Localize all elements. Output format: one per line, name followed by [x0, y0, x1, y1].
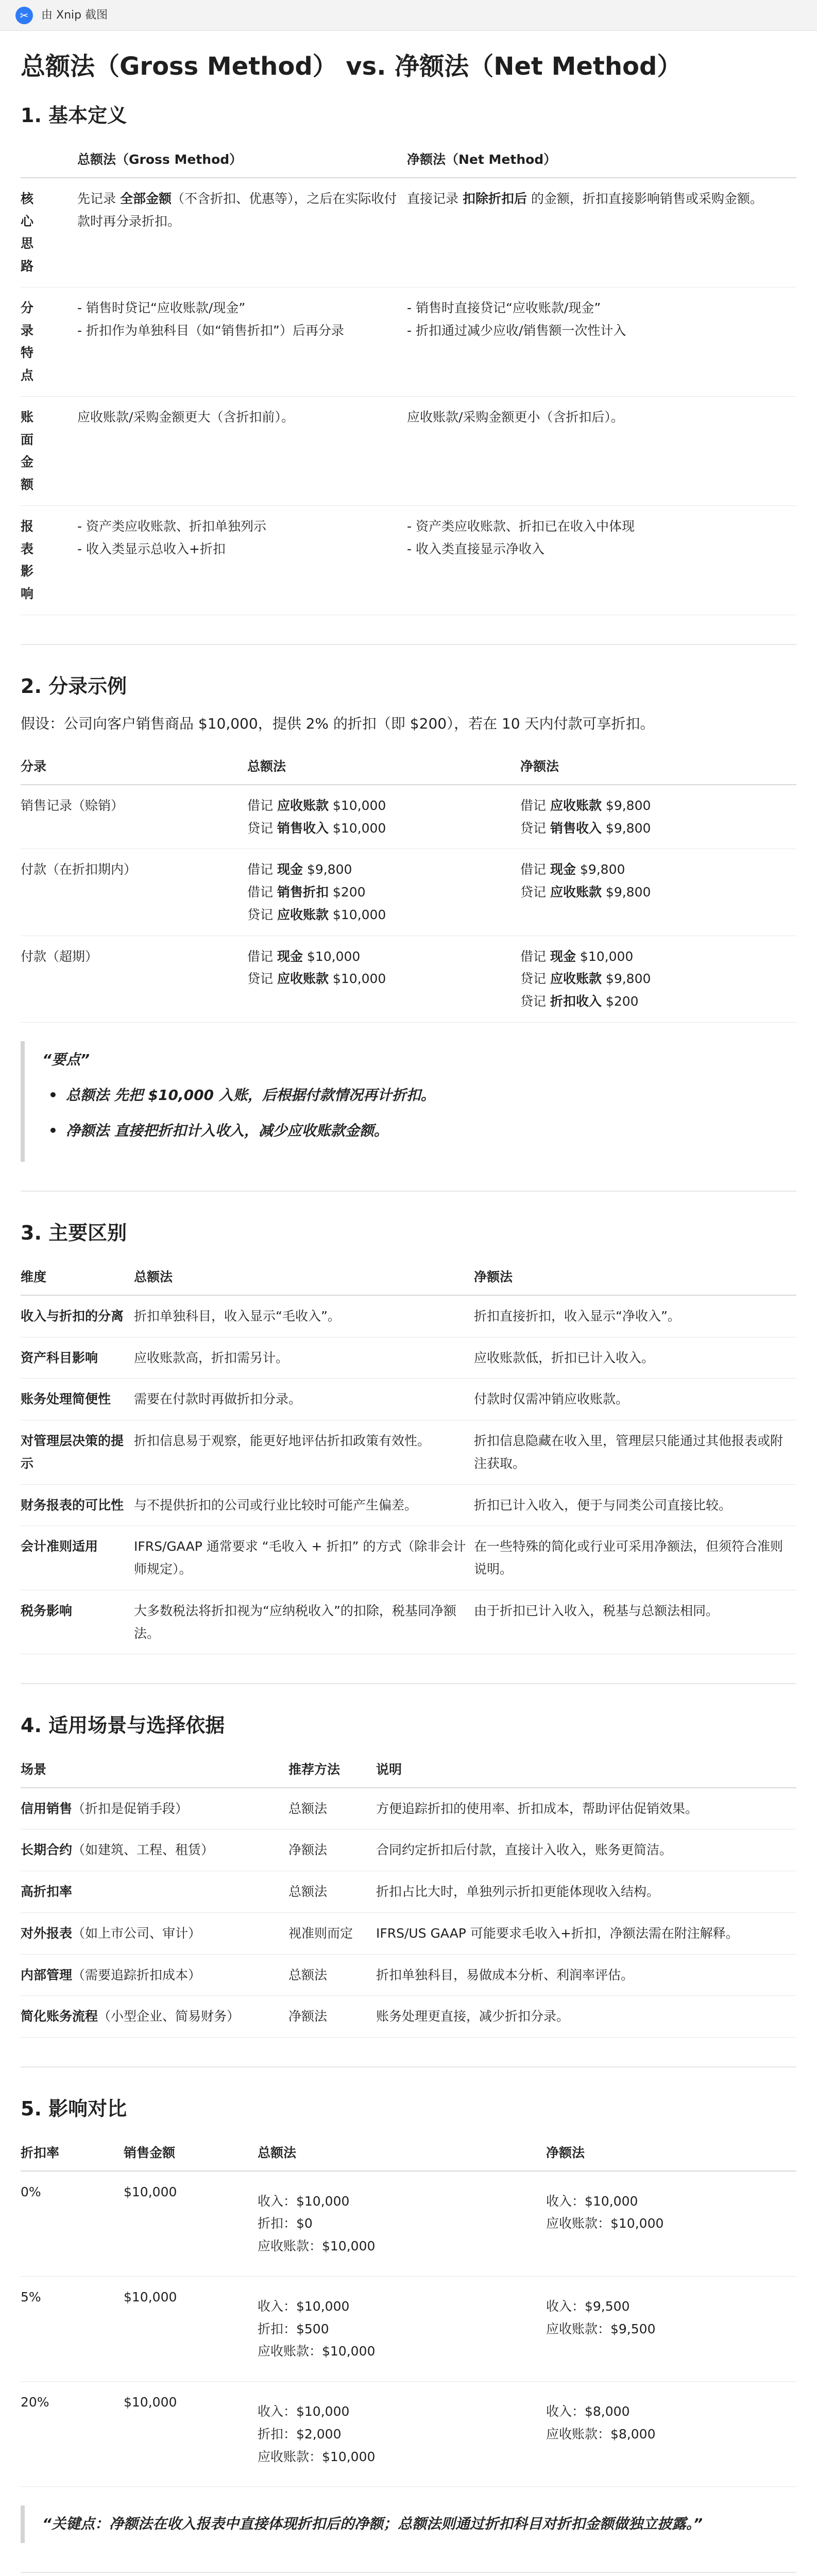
table-row — [21, 936, 796, 1022]
entry-line — [520, 968, 789, 990]
entry-line — [247, 817, 513, 840]
gross-cell — [52, 505, 407, 615]
entry-text: 应收账款 — [277, 798, 329, 813]
differences-table — [21, 1260, 796, 1655]
row-label: 账务处理简便性 — [21, 1379, 134, 1420]
entry-text: $9,800 — [601, 885, 651, 900]
scene-name: 对外报表 — [21, 1925, 73, 1941]
scene-cell — [21, 1788, 288, 1829]
net-cell — [407, 505, 796, 615]
key-point-quote — [21, 2505, 796, 2543]
entry-text: 销售收入 — [277, 820, 329, 836]
document — [0, 31, 817, 2576]
col-header: 分录 — [21, 749, 247, 785]
divider — [21, 2572, 796, 2573]
cell-line: - 收入类显示总收入+折扣 — [77, 541, 226, 556]
col-header: 净额法（Net Method） — [407, 142, 796, 178]
desc-cell: 合同约定折扣后付款，直接计入收入，账务更简洁。 — [376, 1829, 796, 1871]
entry-text: 应收账款 — [550, 885, 602, 900]
scene-name: 信用销售 — [21, 1801, 73, 1816]
gross-cell — [258, 2171, 546, 2277]
section-title: 5. 影响对比 — [21, 2097, 127, 2121]
gross-cell: 大多数税法将折扣视为“应纳税收入”的扣除，税基同净额法。 — [134, 1590, 474, 1654]
cell-text: 先记录 — [77, 191, 120, 206]
scene-sub: （折扣是促销手段） — [72, 1801, 189, 1816]
net-cell: 折扣信息隐藏在收入里，管理层只能通过其他报表或附注获取。 — [474, 1420, 796, 1485]
entry-text: $10,000 — [328, 798, 386, 813]
key-points-quote — [21, 1041, 796, 1162]
impact-line: 收入：$10,000 — [258, 2298, 350, 2314]
table-row — [21, 178, 796, 287]
impact-line: 应收账款：$10,000 — [258, 2449, 376, 2464]
row-label: 税务影响 — [21, 1590, 134, 1654]
col-header: 折扣率 — [21, 2136, 124, 2171]
entry-text: 借记 — [247, 798, 277, 813]
entry-text: 现金 — [277, 948, 303, 964]
gross-cell: 应收账款高，折扣需另计。 — [134, 1337, 474, 1379]
cell-line: - 折扣通过减少应收/销售额一次性计入 — [407, 323, 626, 338]
entry-text: 应收账款 — [550, 971, 602, 987]
table-row — [21, 287, 796, 396]
method-cell: 总额法 — [288, 1788, 376, 1829]
gross-cell: 与不提供折扣的公司或行业比较时可能产生偏差。 — [134, 1484, 474, 1526]
impact-line: 应收账款：$8,000 — [546, 2426, 656, 2442]
section-entries — [21, 674, 796, 1162]
entry-text: $10,000 — [302, 948, 361, 964]
table-row — [21, 785, 796, 849]
entry-text: 折扣收入 — [550, 994, 602, 1009]
table-row — [21, 849, 796, 936]
divider — [21, 644, 796, 645]
entry-text: $10,000 — [575, 948, 634, 964]
gross-cell: 折扣单独科目，收入显示“毛收入”。 — [134, 1295, 474, 1337]
entry-text: 贷记 — [520, 994, 550, 1009]
col-header: 总额法 — [134, 1260, 474, 1295]
entry-line — [247, 794, 513, 817]
scene-cell — [21, 1871, 288, 1913]
table-row — [21, 1295, 796, 1337]
net-cell — [546, 2382, 796, 2487]
entry-text: 借记 — [520, 948, 550, 964]
row-label: 销售记录（赊销） — [21, 785, 247, 849]
table-row — [21, 2276, 796, 2381]
impact-line: 应收账款：$10,000 — [258, 2239, 376, 2254]
impact-line: 应收账款：$10,000 — [258, 2344, 376, 2359]
gross-cell — [52, 178, 407, 287]
desc-cell: 折扣占比大时，单独列示折扣更能体现收入结构。 — [376, 1871, 796, 1913]
table-row — [21, 1420, 796, 1485]
impact-line: 折扣：$500 — [258, 2321, 329, 2336]
net-cell: 折扣直接折扣，收入显示“净收入”。 — [474, 1295, 796, 1337]
scene-sub: （小型企业、简易财务） — [98, 2009, 240, 2024]
entry-line — [520, 881, 789, 904]
scene-cell — [21, 1912, 288, 1954]
scene-sub: （如建筑、工程、租赁） — [72, 1842, 214, 1858]
section-title: 4. 适用场景与选择依据 — [21, 1714, 225, 1737]
entry-text: 应收账款 — [277, 971, 329, 987]
row-label: 分录特点 — [21, 287, 52, 396]
row-label: 付款（在折扣期内） — [21, 849, 247, 936]
col-header: 净额法 — [474, 1260, 796, 1295]
net-cell — [407, 287, 796, 396]
col-header: 推荐方法 — [288, 1752, 376, 1788]
net-cell: 由于折扣已计入收入，税基与总额法相同。 — [474, 1590, 796, 1654]
definitions-table — [21, 142, 796, 615]
cell-line: 应收账款/采购金额更大（含折扣前）。 — [77, 409, 294, 425]
amount-cell: $10,000 — [124, 2171, 258, 2277]
entry-text: 现金 — [550, 948, 576, 964]
col-header: 总额法 — [258, 2136, 546, 2171]
gross-cell: 折扣信息易于观察，能更好地评估折扣政策有效性。 — [134, 1420, 474, 1485]
entry-text: $10,000 — [328, 907, 386, 922]
amount-cell: $10,000 — [124, 2276, 258, 2381]
cell-text: 扣除折扣后 — [462, 191, 527, 206]
entry-text: 现金 — [277, 862, 303, 877]
table-row — [21, 1337, 796, 1379]
section-title: 3. 主要区别 — [21, 1222, 127, 1245]
rate-cell: 0% — [21, 2171, 124, 2277]
cell-line: - 收入类直接显示净收入 — [407, 541, 544, 556]
table-row — [21, 1526, 796, 1590]
table-row — [21, 2382, 796, 2487]
row-label: 付款（超期） — [21, 936, 247, 1022]
impact-line: 折扣：$2,000 — [258, 2426, 342, 2442]
entry-text: 贷记 — [247, 971, 277, 987]
divider — [21, 1191, 796, 1192]
cell-line: - 折扣作为单独科目（如“销售折扣”）后再分录 — [77, 323, 344, 338]
col-header: 总额法（Gross Method） — [52, 142, 407, 178]
table-row — [21, 1829, 796, 1871]
net-cell: 付款时仅需冲销应收账款。 — [474, 1379, 796, 1420]
cell-line: - 资产类应收账款、折扣单独列示 — [77, 518, 266, 534]
table-row — [21, 1871, 796, 1913]
impact-line: 收入：$10,000 — [258, 2193, 350, 2209]
gross-cell: IFRS/GAAP 通常要求 “毛收入 + 折扣” 的方式（除非会计师规定）。 — [134, 1526, 474, 1590]
entry-text: 借记 — [520, 862, 550, 877]
method-cell: 总额法 — [288, 1871, 376, 1913]
divider — [21, 1683, 796, 1684]
scenarios-table — [21, 1752, 796, 2038]
col-header: 场景 — [21, 1752, 288, 1788]
entry-line — [247, 945, 513, 968]
row-label: 对管理层决策的提示 — [21, 1420, 134, 1485]
col-header: 净额法 — [520, 749, 796, 785]
table-row — [21, 1788, 796, 1829]
row-label: 账面金额 — [21, 396, 52, 505]
section-impact — [21, 2096, 796, 2543]
impact-line: 收入：$8,000 — [546, 2404, 630, 2419]
cell-text: 直接记录 — [407, 191, 463, 206]
gross-cell — [258, 2276, 546, 2381]
entries-table — [21, 749, 796, 1023]
table-row — [21, 2171, 796, 2277]
col-header — [21, 142, 52, 178]
impact-line: 收入：$10,000 — [546, 2193, 638, 2209]
table-row — [21, 1590, 796, 1654]
net-cell — [520, 936, 796, 1022]
entry-text: 应收账款 — [550, 798, 602, 813]
table-row — [21, 1912, 796, 1954]
entry-text: $9,800 — [601, 798, 651, 813]
net-cell — [407, 178, 796, 287]
entry-text: 贷记 — [520, 820, 550, 836]
scene-name: 内部管理 — [21, 1967, 73, 1982]
net-cell: 应收账款低，折扣已计入收入。 — [474, 1337, 796, 1379]
entry-line — [247, 968, 513, 990]
method-cell: 净额法 — [288, 1829, 376, 1871]
method-cell: 净额法 — [288, 1996, 376, 2038]
divider — [21, 2066, 796, 2067]
section-title: 2. 分录示例 — [21, 674, 127, 698]
net-cell — [520, 849, 796, 936]
row-label: 会计准则适用 — [21, 1526, 134, 1590]
scene-cell — [21, 1996, 288, 2038]
gross-cell — [247, 785, 520, 849]
entry-text: $9,800 — [302, 862, 352, 877]
cell-text: 全部金额 — [120, 191, 172, 206]
doc-title: 总额法（Gross Method） vs. 净额法（Net Method） — [21, 52, 682, 81]
table-row — [21, 1954, 796, 1996]
scene-cell — [21, 1829, 288, 1871]
desc-cell: 折扣单独科目，易做成本分析、利润率评估。 — [376, 1954, 796, 1996]
desc-cell: IFRS/US GAAP 可能要求毛收入+折扣，净额法需在附注解释。 — [376, 1912, 796, 1954]
scene-sub: （需要追踪折扣成本） — [72, 1967, 201, 1982]
window-title: 由 Xnip 截图 — [41, 8, 108, 22]
entry-line — [520, 990, 789, 1013]
gross-cell — [258, 2382, 546, 2487]
table-row — [21, 1996, 796, 2038]
cell-text: 的金额，折扣直接影响销售或采购金额。 — [526, 191, 763, 206]
entry-line — [247, 881, 513, 904]
entry-text: 借记 — [247, 885, 277, 900]
xnip-logo-icon: ✂ — [15, 7, 33, 24]
col-header: 总额法 — [247, 749, 520, 785]
row-label: 收入与折扣的分离 — [21, 1295, 134, 1337]
net-cell — [546, 2171, 796, 2277]
impact-line: 收入：$10,000 — [258, 2404, 350, 2419]
gross-cell: 需要在付款时再做折扣分录。 — [134, 1379, 474, 1420]
entry-line — [247, 904, 513, 926]
entry-text: 借记 — [520, 798, 550, 813]
impact-line: 应收账款：$9,500 — [546, 2321, 656, 2336]
col-header: 说明 — [376, 1752, 796, 1788]
net-cell — [407, 396, 796, 505]
table-row — [21, 505, 796, 615]
gross-cell — [247, 849, 520, 936]
quote-item: • 总额法 先把 $10,000 入账，后根据付款情况再计折扣。 — [42, 1084, 796, 1107]
entry-text: 借记 — [247, 862, 277, 877]
table-row — [21, 1379, 796, 1420]
desc-cell: 账务处理更直接，减少折扣分录。 — [376, 1996, 796, 2038]
scene-name: 长期合约 — [21, 1842, 73, 1858]
section-scenarios — [21, 1713, 796, 2038]
entry-text: $9,800 — [601, 820, 651, 836]
section-differences — [21, 1221, 796, 1654]
scene-name: 高折扣率 — [21, 1884, 73, 1900]
col-header: 净额法 — [546, 2136, 796, 2171]
entry-line — [520, 858, 789, 881]
entry-text: 贷记 — [247, 907, 277, 922]
rate-cell: 5% — [21, 2276, 124, 2381]
desc-cell: 方便追踪折扣的使用率、折扣成本，帮助评估促销效果。 — [376, 1788, 796, 1829]
quote-title: “要点” — [42, 1050, 90, 1068]
net-cell: 在一些特殊的简化或行业可采用净额法，但须符合准则说明。 — [474, 1526, 796, 1590]
entry-text: 应收账款 — [277, 907, 329, 922]
entry-text: 销售收入 — [550, 820, 602, 836]
entry-line — [520, 817, 789, 840]
scene-sub: （如上市公司、审计） — [72, 1925, 201, 1941]
net-cell — [520, 785, 796, 849]
entry-text: $200 — [601, 994, 639, 1009]
entry-text: $200 — [328, 885, 366, 900]
entry-text: 贷记 — [520, 885, 550, 900]
section-title: 1. 基本定义 — [21, 104, 127, 127]
scene-cell — [21, 1954, 288, 1996]
impact-line: 应收账款：$10,000 — [546, 2216, 664, 2231]
table-row — [21, 1484, 796, 1526]
scene-name: 简化账务流程 — [21, 2009, 98, 2024]
entry-line — [520, 945, 789, 968]
section-definitions — [21, 103, 796, 615]
quote-text: “关键点：净额法在收入报表中直接体现折扣后的净额；总额法则通过折扣科目对折扣金额做独立披露。” — [42, 2515, 703, 2533]
row-label: 报表影响 — [21, 505, 52, 615]
quote-item: • 净额法 直接把折扣计入收入，减少应收账款金额。 — [42, 1120, 796, 1143]
gross-cell — [52, 287, 407, 396]
cell-text: （不含折扣、优惠等），之后在实际收付款时再分录折扣。 — [77, 191, 397, 229]
entry-line — [247, 858, 513, 881]
example-intro: 假设：公司向客户销售商品 $10,000，提供 2% 的折扣（即 $200），若在 10 天内付款可享折扣。 — [21, 715, 655, 733]
entry-text: 借记 — [247, 948, 277, 964]
col-header: 销售金额 — [124, 2136, 258, 2171]
cell-line: 应收账款/采购金额更小（含折扣后）。 — [407, 409, 624, 425]
row-label: 资产科目影响 — [21, 1337, 134, 1379]
impact-table — [21, 2136, 796, 2487]
entry-text: 销售折扣 — [277, 885, 329, 900]
entry-text: $9,800 — [601, 971, 651, 987]
impact-line: 收入：$9,500 — [546, 2298, 630, 2314]
entry-text: 贷记 — [520, 971, 550, 987]
table-row — [21, 396, 796, 505]
net-cell: 折扣已计入收入，便于与同类公司直接比较。 — [474, 1484, 796, 1526]
amount-cell: $10,000 — [124, 2382, 258, 2487]
title-bar — [0, 0, 817, 31]
entry-text: 现金 — [550, 862, 576, 877]
entry-text: $10,000 — [328, 820, 386, 836]
method-cell: 视准则而定 — [288, 1912, 376, 1954]
col-header: 维度 — [21, 1260, 134, 1295]
cell-line: - 资产类应收账款、折扣已在收入中体现 — [407, 518, 635, 534]
entry-line — [520, 794, 789, 817]
cell-line: - 销售时贷记“应收账款/现金” — [77, 300, 246, 315]
cell-line: - 销售时直接贷记“应收账款/现金” — [407, 300, 601, 315]
gross-cell — [247, 936, 520, 1022]
rate-cell: 20% — [21, 2382, 124, 2487]
entry-text: $9,800 — [575, 862, 625, 877]
row-label: 核心思路 — [21, 178, 52, 287]
net-cell — [546, 2276, 796, 2381]
entry-text: 贷记 — [247, 820, 277, 836]
method-cell: 总额法 — [288, 1954, 376, 1996]
entry-text: $10,000 — [328, 971, 386, 987]
gross-cell — [52, 396, 407, 505]
row-label: 财务报表的可比性 — [21, 1484, 134, 1526]
impact-line: 折扣：$0 — [258, 2216, 313, 2231]
